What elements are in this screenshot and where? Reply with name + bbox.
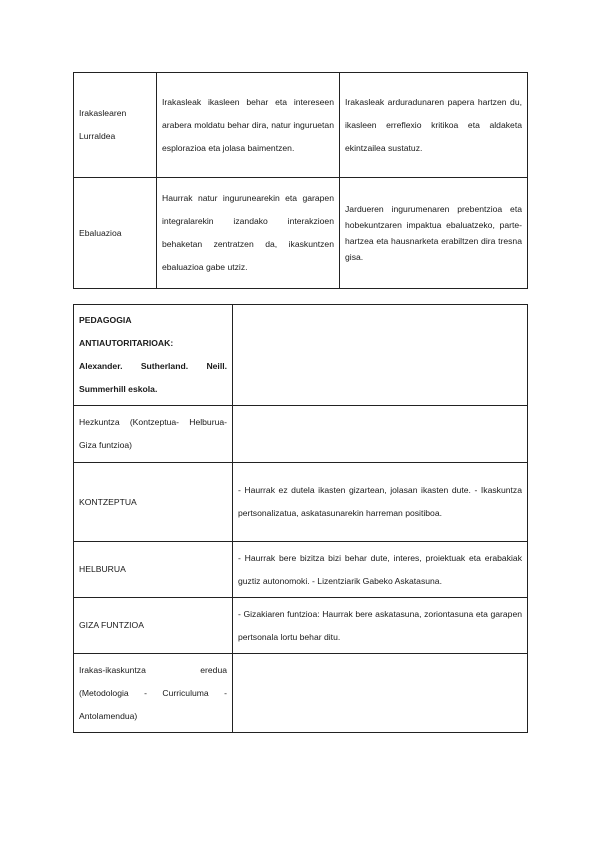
pedagogy-title: PEDAGOGIA ANTIAUTORITARIOAK: [79,315,174,348]
table-row [74,654,528,733]
table-row [74,542,528,598]
table-cell [233,406,528,463]
table-header-row [74,305,528,406]
table-cell: Jardueren ingurumenaren prebentzioa eta hobekuntzaren impaktua ebaluatzeko, parte-hartzea eta hausnarketa erabiltzen dira tresna gisa. [340,178,528,289]
row-label-hezkuntza: Hezkuntza (Kontzeptua- Helburua- Giza funtzioa) [74,406,233,463]
table-row [74,598,528,654]
table-cell: - Haurrak bere bizitza bizi behar dute, interes, proiektuak eta erabakiak guztiz autonomoki. - Lizentziarik Gabeko Askatasuna. [233,542,528,598]
table-cell [233,305,528,406]
table-cell: Irakasleak ikasleen behar eta intereseen arabera moldatu behar dira, natur inguruetan esplorazioa eta jolasa baimentzen. [157,73,340,178]
table-cell: - Haurrak ez dutela ikasten gizartean, jolasan ikasten dute. - Ikaskuntza pertsonalizatua, askatasunarekin harreman positiboa. [233,463,528,542]
comparison-table [73,72,528,289]
table-row [74,463,528,542]
pedagogy-authors: Alexander. Sutherland. Neill. Summerhill eskola. [79,361,227,394]
table-cell: - Gizakiaren funtzioa: Haurrak bere askatasuna, zoriontasuna eta garapen pertsonala lortu behar ditu. [233,598,528,654]
row-label-giza-funtzioa: GIZA FUNTZIOA [74,598,233,654]
table-cell [233,654,528,733]
table-row [74,406,528,463]
row-label-irakaslearen-lurraldea: Irakaslearen Lurraldea [74,73,157,178]
row-label-kontzeptua: KONTZEPTUA [74,463,233,542]
row-label-ebaluazioa: Ebaluazioa [74,178,157,289]
table-cell: Irakasleak arduradunaren papera hartzen du, ikasleen erreflexio kritikoa eta aldaketa ekintzailea sustatuz. [340,73,528,178]
table-row [74,178,528,289]
table-row [74,73,528,178]
pedagogy-table [73,304,528,733]
pedagogy-header-cell [74,305,233,406]
table-cell: Haurrak natur ingurunearekin eta garapen integralarekin izandako interakzioen behaketan zentratzen da, ikaskuntzen ebaluazioa gabe utziz. [157,178,340,289]
row-label-irakas-ikaskuntza: Irakas-ikaskuntza eredua (Metodologia - Curriculuma - Antolamendua) [74,654,233,733]
row-label-helburua: HELBURUA [74,542,233,598]
